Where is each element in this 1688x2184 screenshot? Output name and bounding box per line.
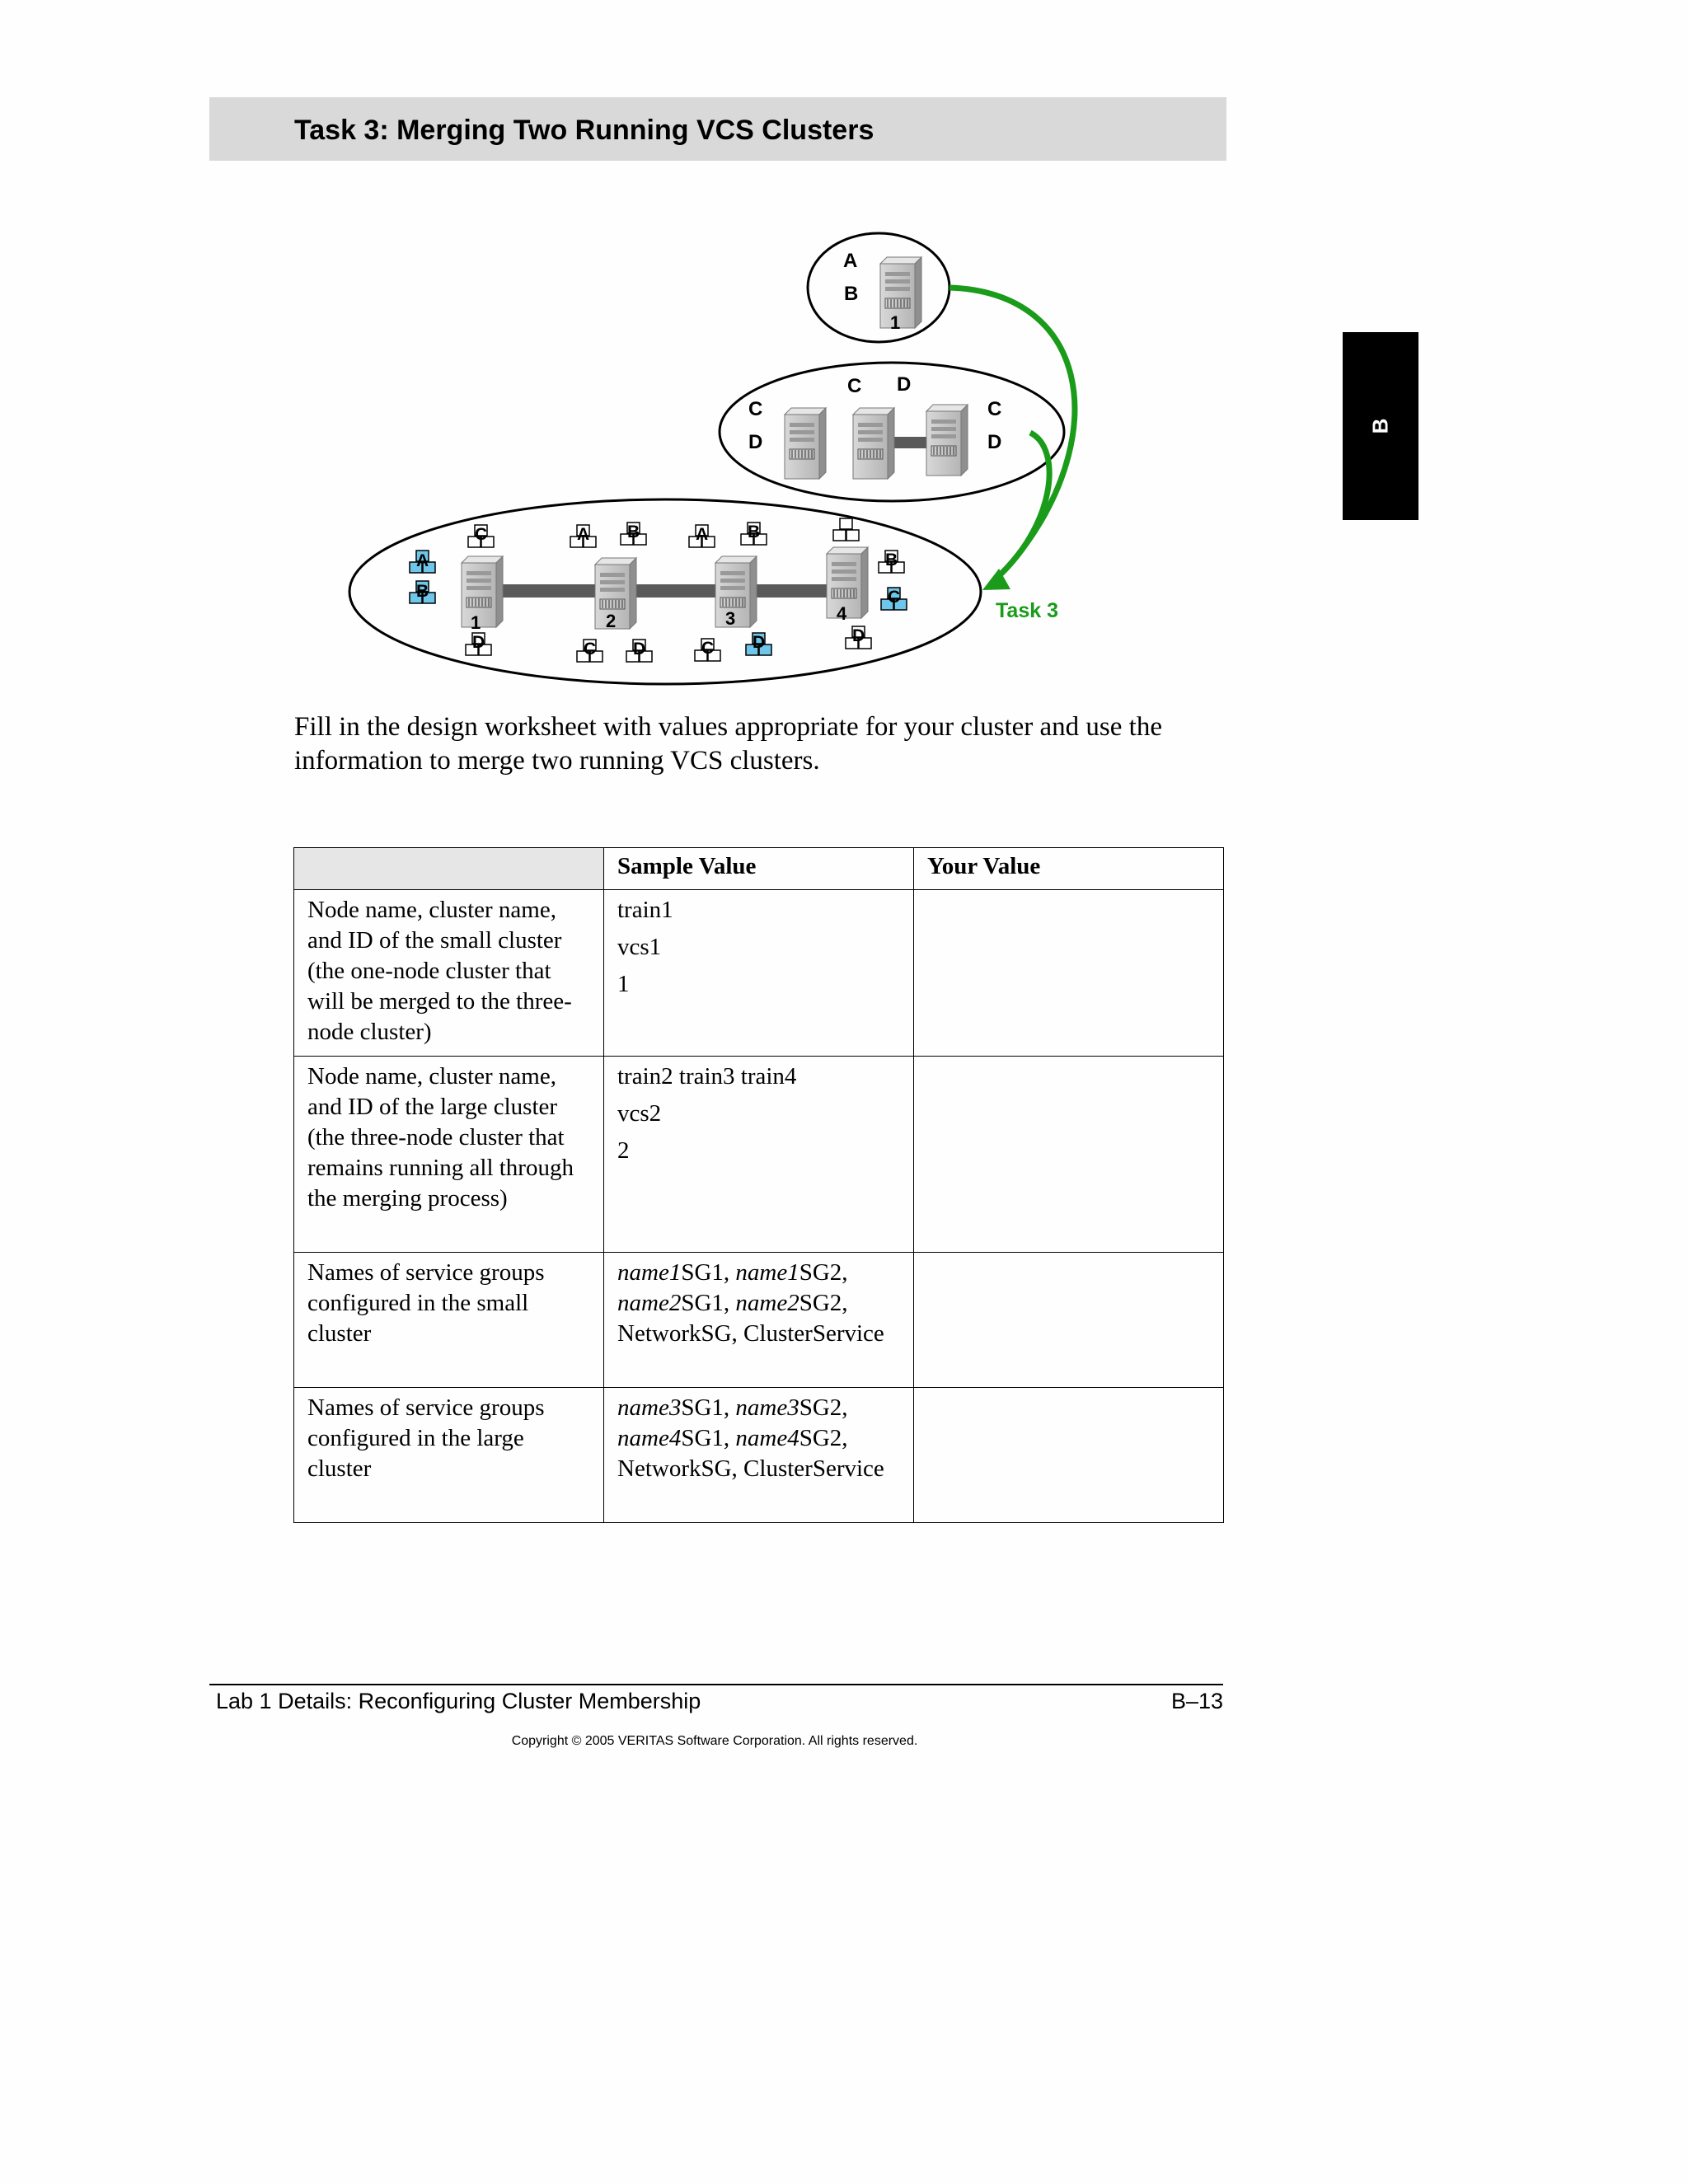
- table-header-your-value: Your Value: [914, 848, 1224, 890]
- sample-part-italic: name2: [735, 1290, 799, 1316]
- mid-cluster-right-group-d: D: [987, 431, 1002, 453]
- service-group-label: B: [748, 523, 761, 541]
- copyright-notice: Copyright © 2005 VERITAS Software Corporation. All rights reserved.: [511, 1734, 918, 1748]
- sample-part: SG2,: [799, 1259, 848, 1286]
- sample-part-italic: name4: [735, 1425, 799, 1451]
- row-label: Node name, cluster name, and ID of the large cluster (the three-node cluster that remains running all through the merging process): [294, 1057, 604, 1253]
- appendix-side-tab: [1343, 332, 1418, 520]
- sample-part-italic: name1: [735, 1259, 799, 1286]
- large-cluster-node-1-label: 1: [471, 612, 481, 633]
- service-group-label: B: [416, 582, 429, 601]
- service-group-label: C: [584, 640, 597, 658]
- mid-cluster-left-group-c: C: [748, 398, 763, 420]
- sample-part: SG1,: [681, 1425, 736, 1451]
- your-value-cell[interactable]: [914, 1253, 1224, 1388]
- sample-part: SG2, NetworkSG, ClusterService: [617, 1425, 884, 1482]
- sample-part-italic: name3: [617, 1394, 682, 1421]
- service-group-label: B: [885, 551, 898, 569]
- service-group-label: D: [472, 633, 485, 652]
- sample-part-italic: name4: [617, 1425, 682, 1451]
- section-header-bar: [209, 97, 1226, 161]
- small-cluster-ellipse: [808, 233, 950, 342]
- large-cluster-interconnect: [495, 584, 832, 598]
- task-3-arrow-label: Task 3: [996, 599, 1058, 622]
- small-cluster-node-label: 1: [890, 312, 901, 333]
- table-row: [294, 1388, 1224, 1523]
- intro-paragraph: Fill in the design worksheet with values appropriate for your cluster and use the information to merge two running VCS clusters.: [294, 712, 1162, 776]
- table-row: [294, 890, 1224, 1057]
- service-group-label: C: [475, 525, 488, 544]
- small-cluster-server-icon: [880, 257, 921, 328]
- table-header-row: [294, 848, 1224, 890]
- large-cluster-node-4-label: 4: [837, 603, 847, 624]
- sample-part: SG2,: [799, 1394, 848, 1421]
- large-cluster-server-icon: [715, 556, 757, 627]
- mid-cluster-server-icon: [853, 408, 894, 479]
- sample-node-name: train1: [617, 897, 673, 923]
- footer-section-title: Lab 1 Details: Reconfiguring Cluster Membership: [216, 1689, 701, 1713]
- design-worksheet-table: [293, 847, 1224, 1523]
- service-group-label: A: [416, 551, 429, 570]
- sample-cluster-name: vcs2: [617, 1100, 662, 1127]
- row-label: Names of service groups configured in the small cluster: [294, 1253, 604, 1388]
- small-cluster-group-a: A: [843, 250, 858, 272]
- service-group-label: C: [888, 588, 901, 607]
- table-row: [294, 1057, 1224, 1253]
- mid-cluster-server-icon: [926, 405, 968, 476]
- mid-cluster-right-group-c: C: [987, 398, 1002, 420]
- service-group-label: B: [627, 523, 640, 541]
- footer-rule: [209, 1684, 1223, 1685]
- sample-cluster-id: 2: [617, 1137, 630, 1164]
- your-value-cell[interactable]: [914, 1388, 1224, 1523]
- sample-part-italic: name2: [617, 1290, 682, 1316]
- sample-part: SG1,: [681, 1290, 736, 1316]
- service-group-cubes-icon: [833, 518, 859, 541]
- sample-value-cell: [604, 890, 914, 1057]
- your-value-cell[interactable]: [914, 1057, 1224, 1253]
- small-cluster-group-b: B: [844, 283, 859, 305]
- large-cluster-node-2-label: 2: [606, 611, 617, 631]
- table-row: [294, 1253, 1224, 1388]
- footer-page-number: B–13: [1170, 1689, 1223, 1713]
- sample-cluster-id: 1: [617, 971, 630, 997]
- large-cluster-server-icon: [827, 547, 868, 618]
- your-value-cell[interactable]: [914, 890, 1224, 1057]
- large-cluster-node-3-label: 3: [725, 608, 736, 629]
- section-title: Task 3: Merging Two Running VCS Clusters: [294, 115, 874, 146]
- mid-cluster-top-group-d: D: [897, 373, 912, 396]
- table-header-blank: [294, 848, 604, 890]
- merge-arrow-from-small-cluster: [950, 288, 1075, 581]
- side-tab-label: B: [1367, 418, 1393, 434]
- sample-node-name: train2 train3 train4: [617, 1063, 797, 1090]
- sample-part: SG1,: [681, 1259, 736, 1286]
- sample-value-cell: [604, 1388, 914, 1523]
- service-group-label: C: [701, 639, 715, 658]
- table-header-sample-value: Sample Value: [604, 848, 914, 890]
- mid-cluster-server-icon: [785, 408, 826, 479]
- mid-cluster-top-group-c: C: [847, 375, 862, 397]
- large-cluster-server-icon: [462, 556, 503, 627]
- sample-value-cell: [604, 1253, 914, 1388]
- sample-cluster-name: vcs1: [617, 934, 662, 960]
- service-group-label: D: [753, 633, 766, 652]
- sample-part-italic: name1: [617, 1259, 682, 1286]
- mid-cluster-left-group-d: D: [748, 431, 763, 453]
- sample-part: SG1,: [681, 1394, 736, 1421]
- sample-part-italic: name3: [735, 1394, 799, 1421]
- service-group-label: A: [696, 525, 709, 544]
- sample-part: SG2, NetworkSG, ClusterService: [617, 1290, 884, 1347]
- service-group-label: A: [577, 525, 590, 544]
- row-label: Node name, cluster name, and ID of the small cluster (the one-node cluster that will be merged to the three-node cluster): [294, 890, 604, 1057]
- sample-value-cell: [604, 1057, 914, 1253]
- service-group-label: D: [852, 626, 865, 645]
- merge-arrow-from-mid-cluster: [993, 433, 1049, 581]
- service-group-label: D: [633, 640, 646, 658]
- row-label: Names of service groups configured in the large cluster: [294, 1388, 604, 1523]
